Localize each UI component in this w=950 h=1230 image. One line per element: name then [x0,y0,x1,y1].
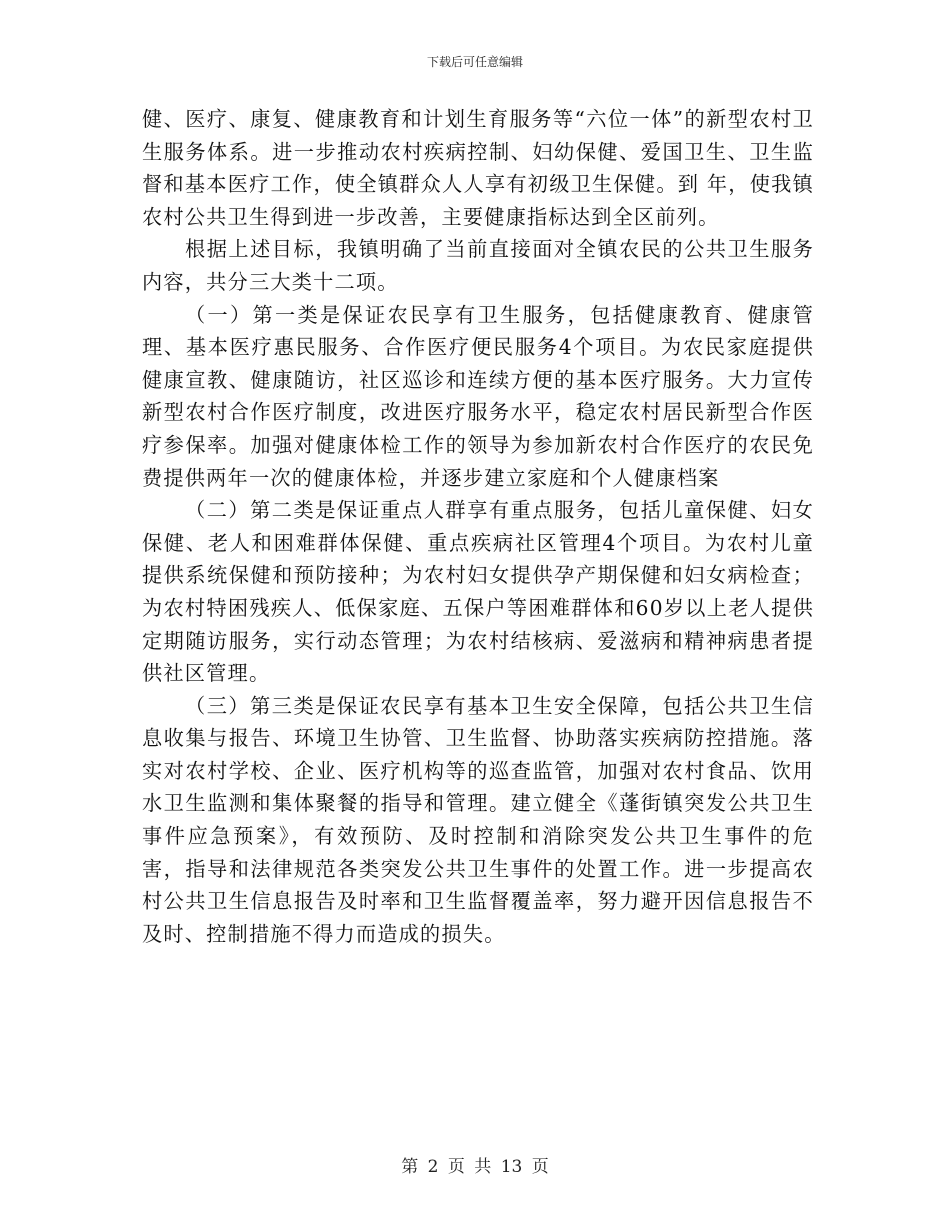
page-number-footer: 第 2 页 共 13 页 [401,1157,549,1177]
document-body [142,103,814,950]
paragraph-category-2: （二）第二类是保证重点人群享有重点服务，包括儿童保健、妇女保健、老人和困难群体保健、重点疾病社区管理4个项目。为农村儿童提供系统保健和预防接种；为农村妇女提供孕产期保健和妇女病检查；为农村特困残疾人、低保家庭、五保户等困难群体和60岁以上老人提供定期随访服务，实行动态管理；为农村结核病、爱滋病和精神病患者提供社区管理。 [142,498,814,686]
paragraph-category-1: （一）第一类是保证农民享有卫生服务，包括健康教育、健康管理、基本医疗惠民服务、合作医疗便民服务4个项目。为农民家庭提供健康宣教、健康随访，社区巡诊和连续方便的基本医疗服务。大力宣传新型农村合作医疗制度，改进医疗服务水平，稳定农村居民新型合作医疗参保率。加强对健康体检工作的领导为参加新农村合作医疗的农民免费提供两年一次的健康体检，并逐步建立家庭和个人健康档案 [142,302,814,490]
page-header-note: 下载后可任意编辑 [426,55,523,69]
paragraph-category-3: （三）第三类是保证农民享有基本卫生安全保障，包括公共卫生信息收集与报告、环境卫生协管、卫生监督、协助落实疾病防控措施。落实对农村学校、企业、医疗机构等的巡查监管，加强对农村食品、饮用水卫生监测和集体聚餐的指导和管理。建立健全《蓬街镇突发公共卫生事件应急预案》，有效预防、及时控制和消除突发公共卫生事件的危害，指导和法律规范各类突发公共卫生事件的处置工作。进一步提高农村公共卫生信息报告及时率和卫生监督覆盖率，努力避开因信息报告不及时、控制措施不得力而造成的损失。 [142,693,814,946]
paragraph-intro: 根据上述目标，我镇明确了当前直接面对全镇农民的公共卫生服务内容，共分三大类十二项。 [142,237,814,294]
paragraph-continuation: 健、医疗、康复、健康教育和计划生育服务等“六位一体”的新型农村卫生服务体系。进一步推动农村疾病控制、妇幼保健、爱国卫生、卫生监督和基本医疗工作，使全镇群众人人享有初级卫生保健。到 年，使我镇农村公共卫生得到进一步改善，主要健康指标达到全区前列。 [142,107,814,229]
